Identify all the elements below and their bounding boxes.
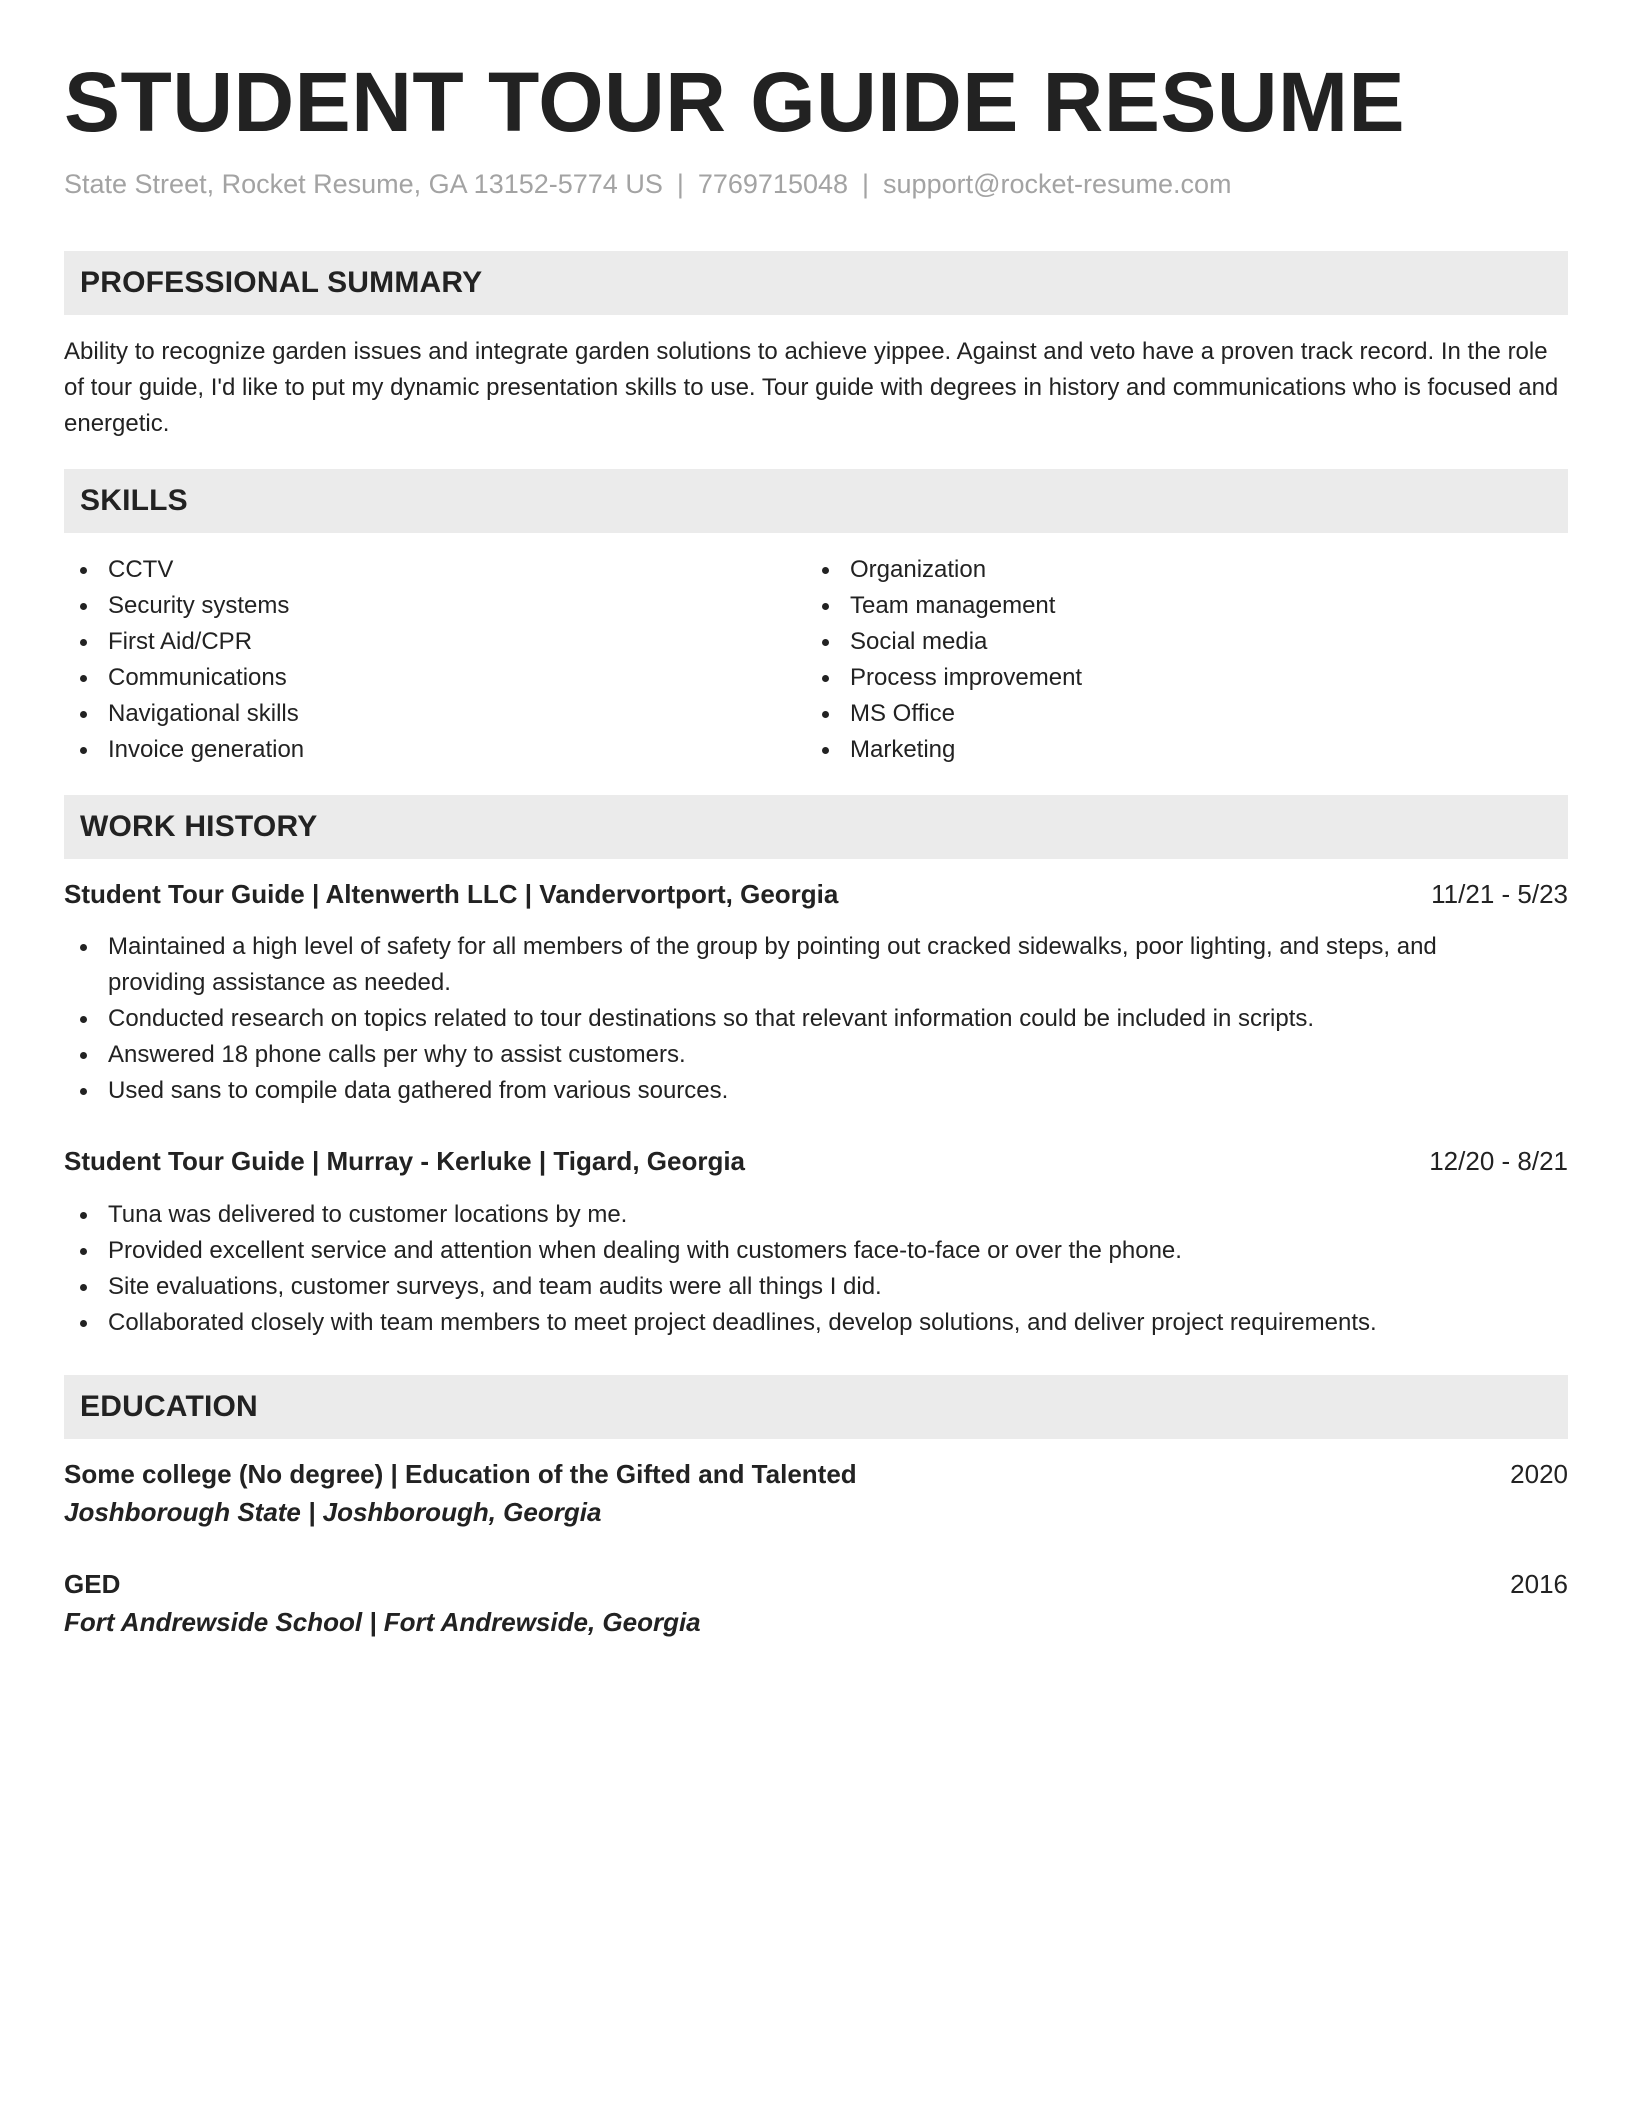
job-dates: 11/21 - 5/23 <box>1431 879 1568 909</box>
education-heading: EDUCATION <box>80 1390 258 1423</box>
job-bullet: Maintained a high level of safety for all members of the group by pointing out cracked sidewalks, poor lighting, and steps, and providing assistance as needed. <box>64 929 1568 1001</box>
education-header <box>64 1456 1568 1492</box>
work-heading: WORK HISTORY <box>80 810 318 843</box>
job-bullet: Tuna was delivered to customer locations by me. <box>64 1197 1568 1233</box>
skill-item: Organization <box>806 552 1546 588</box>
job-bullet: Collaborated closely with team members to meet project deadlines, develop solutions, and deliver project requirements. <box>64 1305 1568 1341</box>
job-bullet-list <box>64 1197 1568 1341</box>
skill-item: First Aid/CPR <box>64 624 804 660</box>
job-header <box>64 876 1568 912</box>
contact-address: State Street, Rocket Resume, GA 13152-5774 US <box>64 169 663 199</box>
skill-item: CCTV <box>64 552 804 588</box>
job-header <box>64 1143 1568 1179</box>
education-degree: GED <box>64 1569 121 1599</box>
education-header <box>64 1566 1568 1602</box>
education-degree: Some college (No degree) | Education of the Gifted and Talented <box>64 1459 857 1489</box>
job-bullet: Provided excellent service and attention when dealing with customers face-to-face or over the phone. <box>64 1233 1568 1269</box>
skill-item: Marketing <box>806 732 1546 768</box>
skill-item: Team management <box>806 588 1546 624</box>
skills-heading: SKILLS <box>80 484 188 517</box>
job-bullet: Conducted research on topics related to tour destinations so that relevant information could be included in scripts. <box>64 1001 1568 1037</box>
summary-text: Ability to recognize garden issues and integrate garden solutions to achieve yippee. Against and veto have a proven track record. In the role of tour guide, I'd like to put my dynamic presentation skills to use. Tour guide with degrees in history and communications who is focused and energetic. <box>64 338 1559 437</box>
summary-section-header <box>64 251 1568 315</box>
contact-separator: | <box>862 169 870 199</box>
job-bullet: Answered 18 phone calls per why to assist customers. <box>64 1037 1568 1073</box>
skill-item: Navigational skills <box>64 696 804 732</box>
job-title: Student Tour Guide | Murray - Kerluke | Tigard, Georgia <box>64 1146 746 1176</box>
work-section-header <box>64 795 1568 859</box>
education-year: 2020 <box>1510 1459 1568 1489</box>
skills-list-right <box>806 552 1546 768</box>
job-bullet: Site evaluations, customer surveys, and team audits were all things I did. <box>64 1269 1568 1305</box>
resume-title: STUDENT TOUR GUIDE RESUME <box>64 55 1406 149</box>
contact-email: support@rocket-resume.com <box>883 169 1232 199</box>
job-bullet-list <box>64 929 1568 1109</box>
skill-item: Social media <box>806 624 1546 660</box>
summary-heading: PROFESSIONAL SUMMARY <box>80 266 483 299</box>
education-school: Fort Andrewside School | Fort Andrewside, Georgia <box>64 1607 701 1637</box>
education-year: 2016 <box>1510 1569 1568 1599</box>
job-dates: 12/20 - 8/21 <box>1429 1146 1568 1176</box>
skill-item: Security systems <box>64 588 804 624</box>
job-title: Student Tour Guide | Altenwerth LLC | Vandervortport, Georgia <box>64 879 839 909</box>
skill-item: Invoice generation <box>64 732 804 768</box>
skill-item: MS Office <box>806 696 1546 732</box>
contact-separator: | <box>676 169 684 199</box>
skill-item: Process improvement <box>806 660 1546 696</box>
education-school: Joshborough State | Joshborough, Georgia <box>64 1497 602 1527</box>
skill-item: Communications <box>64 660 804 696</box>
skills-list-left <box>64 552 804 768</box>
skills-section-header <box>64 469 1568 533</box>
contact-line <box>64 166 1232 202</box>
contact-phone: 7769715048 <box>697 169 849 199</box>
job-bullet: Used sans to compile data gathered from various sources. <box>64 1073 1568 1109</box>
education-section-header <box>64 1375 1568 1439</box>
